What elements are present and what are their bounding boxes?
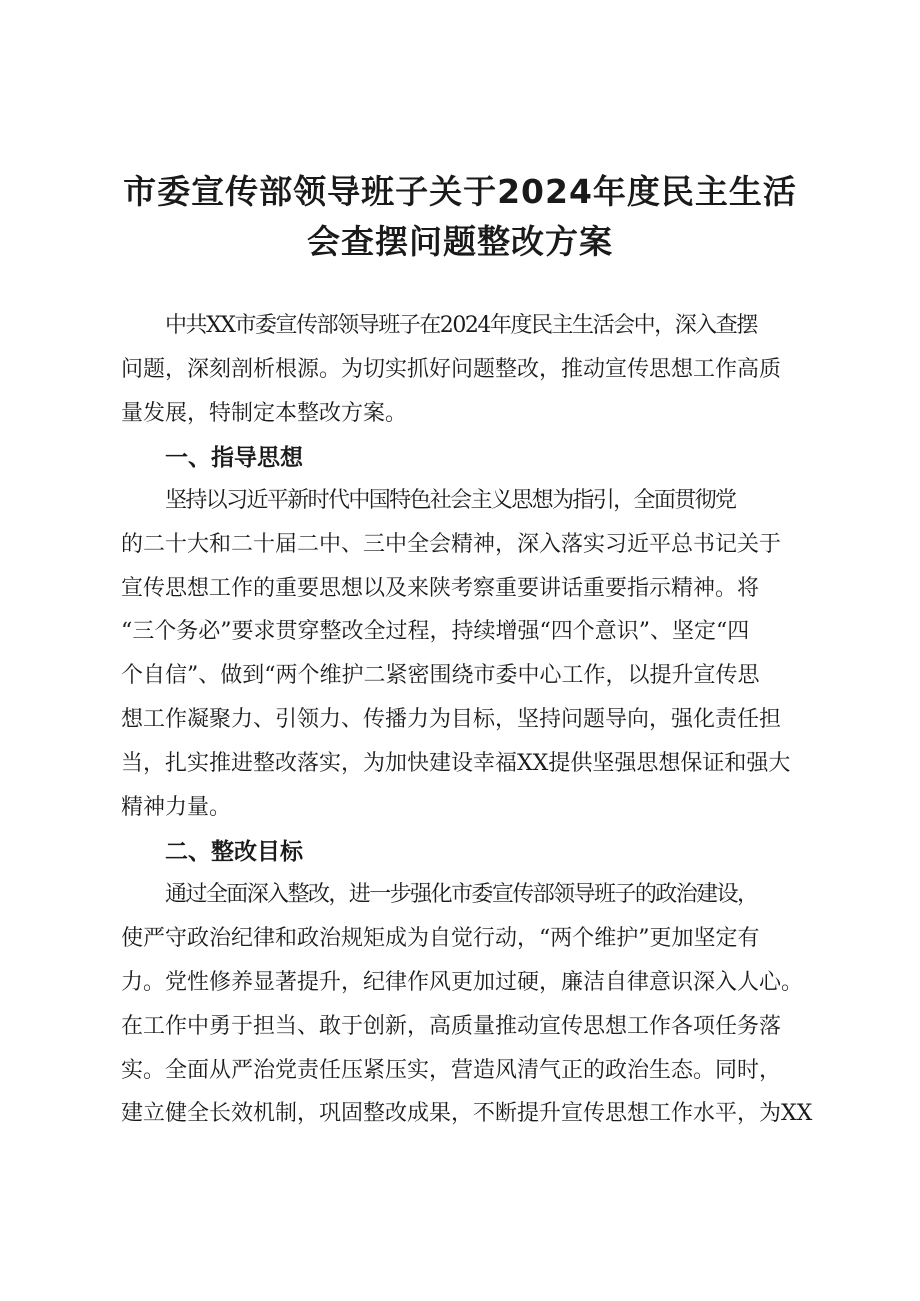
document-title-line-1: 市委宣传部领导班子关于2024年度民主生活 xyxy=(123,172,797,211)
section2-line: 力。党性修养显著提升，纪律作风更加过硬，廉洁自律意识深入人心。 xyxy=(121,970,804,995)
section2-line: 使严守政治纪律和政治规矩成为自觉行动，“两个维护”更加坚定有 xyxy=(121,926,760,951)
section2-line: 实。全面从严治党责任压紧压实，营造风清气正的政治生态。同时， xyxy=(121,1058,782,1083)
document-title-line-2: 会查摆问题整改方案 xyxy=(307,222,613,261)
section2-line: 通过全面深入整改，进一步强化市委宣传部领导班子的政治建设， xyxy=(165,882,758,907)
section1-line: 坚持以习近平新时代中国特色社会主义思想为指引，全面贯彻党 xyxy=(165,488,736,513)
intro-line: 问题，深刻剖析根源。为切实抓好问题整改，推动宣传思想工作高质 xyxy=(121,357,782,382)
section1-line: “三个务必”要求贯穿整改全过程，持续增强“四个意识”、坚定“四 xyxy=(121,619,750,644)
intro-line: 量发展，特制定本整改方案。 xyxy=(121,401,408,426)
section-heading-guiding-ideology: 一、指导思想 xyxy=(165,445,303,471)
section1-line: 当，扎实推进整改落实，为加快建设幸福XX提供坚强思想保证和强大 xyxy=(121,751,791,776)
section1-line: 个自信”、做到“两个维护二紧密围绕市委中心工作，以提升宣传思 xyxy=(121,663,760,688)
section2-line: 建立健全长效机制，巩固整改成果，不断提升宣传思想工作水平，为XX xyxy=(121,1101,813,1126)
section-heading-rectification-goals: 二、整改目标 xyxy=(165,839,303,865)
section1-line: 精神力量。 xyxy=(121,795,232,820)
section1-line: 的二十大和二十届二中、三中全会精神，深入落实习近平总书记关于 xyxy=(121,532,782,557)
section1-line: 宣传思想工作的重要思想以及来陕考察重要讲话重要指示精神。将 xyxy=(121,576,760,601)
section2-line: 在工作中勇于担当、敢于创新，高质量推动宣传思想工作各项任务落 xyxy=(121,1014,782,1039)
section1-line: 想工作凝聚力、引领力、传播力为目标，坚持问题导向，强化责任担 xyxy=(121,707,782,732)
intro-line: 中共XX市委宣传部领导班子在2024年度民主生活会中，深入查摆 xyxy=(165,313,757,338)
